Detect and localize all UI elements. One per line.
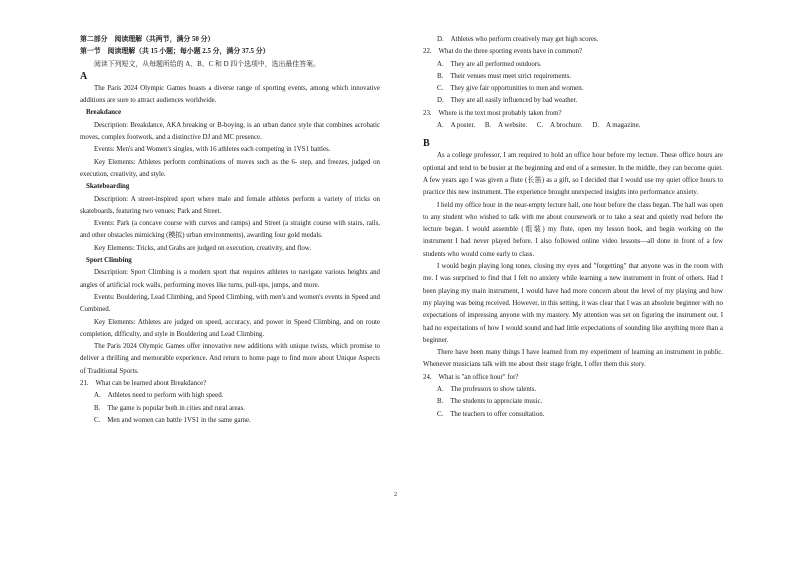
question-22-stem: 22. What do the three sporting events have in common? [423, 48, 583, 56]
question-24-option-b: B. The students to appreciate music. [437, 398, 543, 406]
question-21-option-b: B. The game is popular both in cities and rural areas. [94, 404, 245, 412]
breakdance-events: Events: Men's and Women's singles, with 16 athletes each competing in 1VS1 battles. [94, 146, 331, 154]
question-24-option-c: C. The teachers to offer consultation. [437, 410, 545, 418]
climbing-events: Events: Bouldering, Lead Climbing, and Speed Climbing, with men's and women's events in Speed and Combined. [80, 293, 380, 314]
breakdance-key-elements: Key Elements: Athletes perform combinations of moves such as the 6- step, and freezes, judged on execution, creativity, and style. [80, 158, 380, 178]
passage-b-paragraph-1: As a college professor, I am required to hold an office hour before my lecture. These office hours are optional and tend to be busier at the beginning and end of a semester. In the middle, they can become quiet. A few years ago I was given a flute (长笛) as a gift, so I decided that I would use my quiet office hours to practice this new instrument. The experience brought unexpected insights into performance anxiety. [423, 152, 723, 197]
skateboarding-description: Description: A street-inspired sport where male and female athletes perform a variety of tricks on skateboards, featuring two venues: Park and Street. [80, 195, 380, 215]
question-23-option-a: A. A poster. [437, 122, 476, 130]
question-23-option-d: D. A magazine. [592, 122, 641, 130]
section-title: 第二部分 阅读理解（共两节，满分 50 分） [80, 36, 215, 43]
question-21-option-a: A. Athletes need to perform with high speed. [94, 392, 224, 400]
left-column [80, 34, 380, 427]
breakdance-description: Description: Breakdance, AKA breaking or B-boying, is an urban dance style that combines acrobatic moves, complex footwork, and a distinctive DJ and MC presence. [80, 121, 380, 142]
climbing-description: Description: Sport Climbing is a modern sport that requires athletes to navigate various heights and angles of artificial rock walls, performing moves like turns, pull-ups, jumps, and more. [80, 269, 380, 289]
question-23-options [423, 120, 723, 132]
right-column [423, 34, 723, 421]
skateboarding-heading: Skateboarding [86, 183, 130, 191]
passage-b-paragraph-2: I held my office hour in the near-empty lecture hall, one hour before the class began. The hall was open to any student who wished to talk with me about coursework or to take a seat and quietly read before the lecture began. I would assemble (组装) my flute, open my lesson book, and begin working on the instrument I had never played before. I also followed online video lessons—all done in front of a few students who would come early to class. [423, 201, 723, 258]
climbing-heading: Sport Climbing [86, 257, 132, 265]
question-22-option-c: C. They give fair opportunities to men and women. [437, 85, 584, 93]
climbing-key-elements: Key Elements: Athletes are judged on speed, accuracy, and power in Speed Climbing, and on route completion, difficulty, and style in Bouldering and Lead Climbing. [80, 318, 380, 338]
passage-b-paragraph-4: There have been many things I have learned from my experiment of learning an instrument in public. Whenever musicians talk with me about their stage fright, I offer them this story. [423, 349, 723, 369]
question-24-option-a: A. The professors to show talents. [437, 386, 537, 394]
page-number: 2 [394, 492, 397, 498]
question-21-stem: 21. What can be learned about Breakdance? [80, 380, 207, 388]
breakdance-heading: Breakdance [86, 109, 122, 117]
question-22-option-b: B. Their venues must meet strict requirements. [437, 72, 572, 80]
passage-a-intro: The Paris 2024 Olympic Games boasts a diverse range of sporting events, among which innovative additions are sure to attract audiences worldwide. [80, 84, 380, 105]
question-22-option-d: D. They are all easily influenced by bad weather. [437, 97, 578, 105]
subsection-title: 第一节 阅读理解（共 15 小题；每小题 2.5 分，满分 37.5 分） [80, 48, 270, 56]
question-23-option-c: C. A brochure. [536, 122, 583, 130]
skateboarding-events: Events: Park (a concave course with curves and ramps) and Street (a straight course with stairs, rails, and other obstacles mimicking (模拟) urban environments), awarding four gold medals. [80, 220, 380, 240]
question-21-option-c: C. Men and women can battle 1VS1 in the same game. [94, 416, 251, 424]
skateboarding-key-elements: Key Elements: Tricks, and Grabs are judged on execution, creativity, and flow. [94, 244, 312, 252]
passage-b-paragraph-3: I would begin playing long tones, closing my eyes and "forgetting" that anyone was in the room with me. I was surprised to find that I felt no anxiety while learning a new instrument in front of others. Had I been playing my main instrument, I would have had more concern about the level of my playing and how my playing was being received. However, in this setting, it was clear that I was an absolute beginner with no expectations of impressing anyone with my mastery. My attention was set on figuring the instrument out. I had no expectations of how I would sound and had little expectations of sounding like anything more than a beginner. [423, 263, 723, 344]
question-23-stem: 23. Where is the text most probably taken from? [423, 109, 562, 117]
passage-a-letter: A [80, 70, 88, 82]
question-23-option-b: B. A website. [484, 122, 528, 130]
question-22-option-a: A. They are all performed outdoors. [437, 60, 542, 68]
question-24-stem: 24. What is "an office hour" for? [423, 373, 519, 381]
instruction: 阅读下列短文，从每题所给的 A、B、C 和 D 四个选项中，选出最佳答案。 [94, 60, 320, 68]
passage-b-letter: B [423, 138, 430, 150]
question-21-option-d: D. Athletes who perform creatively may get high scores. [437, 36, 599, 43]
passage-a-closing: The Paris 2024 Olympic Games offer innovative new additions with unique twists, which promise to deliver a thrilling and memorable experience. And return to home page to find more about Unique Aspects of Traditional Sports. [80, 343, 380, 375]
